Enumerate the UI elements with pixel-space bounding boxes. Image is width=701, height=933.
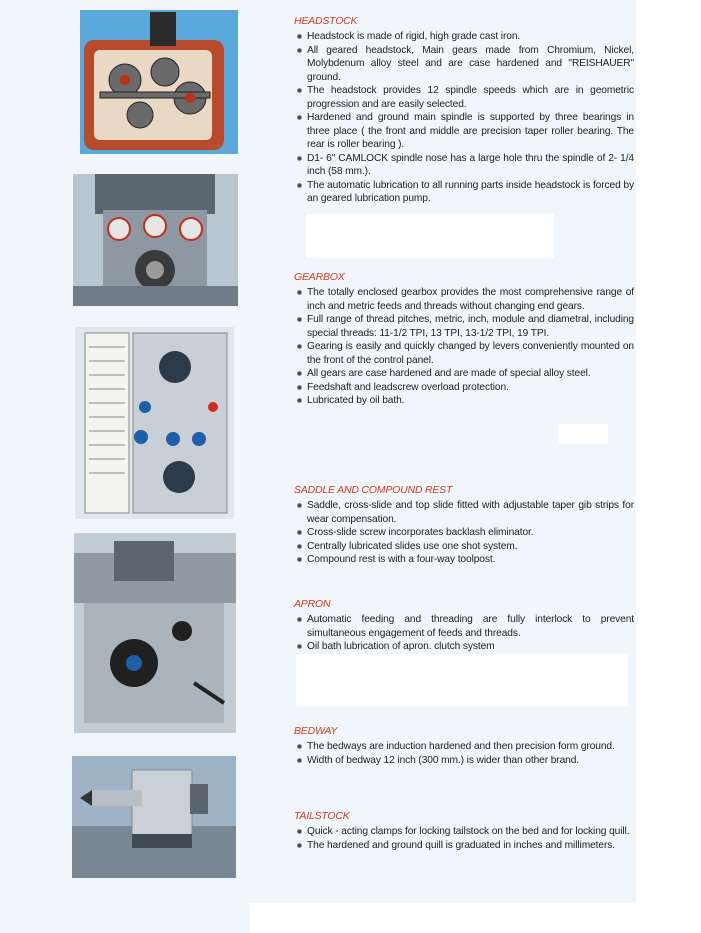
section-title: APRON (294, 598, 331, 610)
bedway-list (294, 740, 634, 767)
bullet-icon (297, 317, 302, 322)
bullet-icon (297, 344, 302, 349)
bullet-icon (297, 829, 302, 834)
gearbox-section (294, 271, 634, 408)
bullet-icon (297, 744, 302, 749)
bullet-icon (297, 115, 302, 120)
bullet-icon (297, 48, 302, 53)
bullet-icon (297, 544, 302, 549)
bullet-icon (297, 290, 302, 295)
list-item: All gears are case hardened and are made of special alloy steel. (294, 367, 634, 381)
bedway-section (294, 725, 634, 767)
bullet-icon (297, 530, 302, 535)
apron-list (294, 613, 634, 654)
bullet-icon (297, 758, 302, 763)
bullet-icon (297, 183, 302, 188)
section-title: GEARBOX (294, 271, 345, 283)
gearbox-list (294, 286, 634, 408)
list-item: The totally enclosed gearbox provides the most comprehensive range of inch and metric feeds and threads without changing end gears. (294, 286, 634, 313)
list-item: Oil bath lubrication of apron. clutch system (294, 640, 634, 654)
page-margin-bottom (250, 903, 701, 933)
headstock-front-photo (73, 174, 238, 306)
list-item: Cross-slide screw incorporates backlash eliminator. (294, 526, 634, 540)
blank-area (558, 424, 608, 444)
list-item: Feedshaft and leadscrew overload protection. (294, 381, 634, 395)
apron-section (294, 598, 634, 654)
bullet-icon (297, 88, 302, 93)
tailstock-photo (72, 756, 236, 878)
blank-area (296, 654, 628, 706)
bullet-icon (297, 156, 302, 161)
section-title: HEADSTOCK (294, 15, 358, 27)
list-item: The headstock provides 12 spindle speeds which are in geometric progression and are easily selected. (294, 84, 634, 111)
list-item: Saddle, cross-slide and top slide fitted with adjustable taper gib strips for wear compensation. (294, 499, 634, 526)
list-item: All geared headstock, Main gears made from Chromium, Nickel, Molybdenum alloy steel and are case hardened and "REISHAUER" ground. (294, 44, 634, 85)
headstock-list (294, 30, 634, 206)
tailstock-list (294, 825, 634, 852)
list-item: Headstock is made of rigid, high grade cast iron. (294, 30, 634, 44)
bullet-icon (297, 644, 302, 649)
tailstock-section (294, 810, 634, 852)
gearbox-photo (75, 327, 234, 519)
saddle-section (294, 484, 634, 567)
list-item: Quick - acting clamps for locking tailstock on the bed and for locking quill. (294, 825, 634, 839)
section-title: BEDWAY (294, 725, 338, 737)
saddle-list (294, 499, 634, 567)
bullet-icon (297, 617, 302, 622)
page-margin-right (636, 0, 701, 933)
bullet-icon (297, 371, 302, 376)
section-title: SADDLE AND COMPOUND REST (294, 484, 453, 496)
saddle-apron-photo (74, 533, 236, 733)
section-title: TAILSTOCK (294, 810, 350, 822)
list-item: The hardened and ground quill is graduated in inches and millimeters. (294, 839, 634, 853)
list-item: Centrally lubricated slides use one shot system. (294, 540, 634, 554)
headstock-photo (80, 10, 238, 154)
list-item: Compound rest is with a four-way toolpost. (294, 553, 634, 567)
blank-area (306, 214, 554, 258)
list-item: The automatic lubrication to all running parts inside headstock is forced by an geared lubrication pump. (294, 179, 634, 206)
list-item: Width of bedway 12 inch (300 mm.) is wider than other brand. (294, 754, 634, 768)
list-item: Full range of thread pitches, metric, inch, module and diametral, including special threads: 11-1/2 TPI, 13 TPI, 13-1/2 TPI, 19 TPI. (294, 313, 634, 340)
bullet-icon (297, 398, 302, 403)
list-item: Lubricated by oil bath. (294, 394, 634, 408)
list-item: Automatic feeding and threading are fully interlock to prevent simultaneous engagement of feeds and threads. (294, 613, 634, 640)
headstock-section (294, 15, 634, 206)
list-item: The bedways are induction hardened and then precision form ground. (294, 740, 634, 754)
list-item: Gearing is easily and quickly changed by levers conveniently mounted on the front of the control panel. (294, 340, 634, 367)
list-item: D1- 6" CAMLOCK spindle nose has a large hole thru the spindle of 2- 1/4 inch (58 mm.). (294, 152, 634, 179)
bullet-icon (297, 385, 302, 390)
bullet-icon (297, 843, 302, 848)
bullet-icon (297, 557, 302, 562)
bullet-icon (297, 34, 302, 39)
list-item: Hardened and ground main spindle is supported by three bearings in three place ( the front and middle are precision taper roller bearing. The rear is roller bearing ). (294, 111, 634, 152)
bullet-icon (297, 503, 302, 508)
